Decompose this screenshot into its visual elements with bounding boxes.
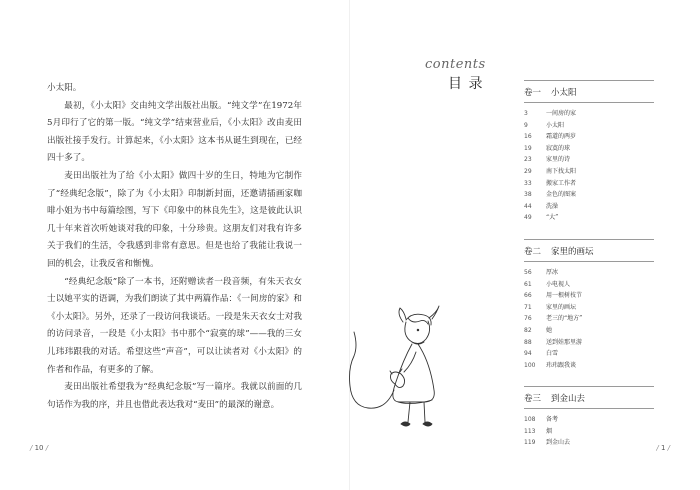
toc-page: 66 xyxy=(524,292,532,300)
toc-list xyxy=(524,108,654,224)
toc-page: 44 xyxy=(524,202,532,210)
hair-scribble xyxy=(406,314,431,325)
toc-page: 9 xyxy=(524,121,528,129)
toc-title: “大” xyxy=(546,214,559,222)
toc-title: 到金山去 xyxy=(546,439,571,447)
volume-name: 到金山去 xyxy=(551,394,586,405)
toc-entry[interactable] xyxy=(524,166,654,178)
shoe-left xyxy=(401,422,410,426)
volume-heading xyxy=(524,239,654,262)
toc-entry[interactable] xyxy=(524,143,654,155)
toc-entry[interactable] xyxy=(524,348,654,360)
toc-entry[interactable] xyxy=(524,189,654,201)
toc-list xyxy=(524,414,654,449)
toc-entry[interactable] xyxy=(524,360,654,372)
table-of-contents xyxy=(524,80,654,464)
toc-entry[interactable] xyxy=(524,201,654,213)
toc-entry[interactable] xyxy=(524,267,654,279)
toc-entry[interactable] xyxy=(524,120,654,132)
toc-entry[interactable] xyxy=(524,154,654,166)
volume-heading xyxy=(524,80,654,103)
toc-title: 洗澡 xyxy=(546,202,559,210)
toc-title: 家里的诗 xyxy=(546,156,571,164)
toc-page: 16 xyxy=(524,133,532,141)
head xyxy=(405,321,430,343)
toc-entry[interactable] xyxy=(524,437,654,449)
arm xyxy=(404,352,416,372)
page-number: 1 xyxy=(660,444,666,452)
toc-entry[interactable] xyxy=(524,131,654,143)
eye xyxy=(417,329,419,331)
volume-label: 卷一 xyxy=(524,88,542,98)
pigtail-right xyxy=(429,306,439,319)
toc-title: 搬家工作者 xyxy=(546,179,577,187)
toc-title: 厚冰 xyxy=(546,268,559,276)
toc-title: 小太阳 xyxy=(546,121,565,129)
toc-page: 94 xyxy=(524,350,532,358)
folio-slash: / xyxy=(30,444,33,452)
toc-page: 113 xyxy=(524,427,536,435)
toc-title: 备考 xyxy=(546,416,559,424)
toc-page: 33 xyxy=(524,179,532,187)
pigtail-left xyxy=(399,308,406,322)
toc-page: 56 xyxy=(524,268,532,276)
paragraph: 麦田出版社希望我为“经典纪念版”写一篇序。我就以前面的几句话作为我的序，并且也借此表达我对“麦田”的最深的谢意。 xyxy=(47,382,302,410)
toc-title: 南下找太阳 xyxy=(546,167,577,175)
folio-slash: / xyxy=(667,444,670,452)
toc-title: 家里的画坛 xyxy=(546,303,577,311)
paragraph: 最初，《小太阳》交由纯文学出版社出版。“纯文学”在1972年5月印行了它的第一版。“纯文学”结束营业后，《小太阳》改由麦田出版社接手发行。计算起来，《小太阳》这本书从诞生到现在，已经四十多了。 xyxy=(47,100,302,164)
page-number-right xyxy=(656,444,670,452)
folio-slash: / xyxy=(656,444,659,452)
legs xyxy=(408,402,425,422)
volume-name: 家里的画坛 xyxy=(551,246,594,257)
contents-script-title: contents xyxy=(425,57,486,72)
toc-entry[interactable] xyxy=(524,279,654,291)
toc-title: 小电视人 xyxy=(546,280,571,288)
toc-page: 119 xyxy=(524,439,536,447)
toc-page: 71 xyxy=(524,303,532,311)
toc-page: 82 xyxy=(524,326,532,334)
toc-page: 49 xyxy=(524,214,532,222)
toc-title: 金色的图案 xyxy=(546,191,577,199)
girl-with-toy-illustration xyxy=(340,300,500,450)
volume-heading xyxy=(524,386,654,409)
page-number-left xyxy=(30,444,48,452)
toc-page: 76 xyxy=(524,315,532,323)
toc-title: 送到娃那里游 xyxy=(546,338,583,346)
folio-slash: / xyxy=(45,444,49,452)
contents-title: 目 录 xyxy=(448,76,484,92)
toc-page: 3 xyxy=(524,110,528,117)
toc-title: 一间房的家 xyxy=(546,110,577,117)
volume-name: 小太阳 xyxy=(551,88,577,98)
paragraph: “经典纪念版”除了一本书，还附赠读者一段音频，有朱天衣女士以她平实的语调，为我们朗读了其中两篇作品：《一间房的家》和《小太阳》。另外，还录了一段访问我谈话。一段是朱天衣女士对我的访问录音，一段是《小太阳》书中那个“寂寞的球”——我的三女儿玮玮跟我的对话。希望这些“声音”，可以让读者对《小太阳》的作者和作品，有更多的了解。 xyxy=(47,276,302,375)
toc-list xyxy=(524,267,654,371)
toc-entry[interactable] xyxy=(524,414,654,426)
toc-entry[interactable] xyxy=(524,337,654,349)
toc-page: 19 xyxy=(524,144,532,152)
toc-page: 23 xyxy=(524,156,532,164)
toc-entry[interactable] xyxy=(524,426,654,438)
string xyxy=(350,332,395,408)
volume-label: 卷二 xyxy=(524,246,542,257)
toc-title: 寂寞的球 xyxy=(546,144,571,152)
volume-label: 卷三 xyxy=(524,394,542,405)
toc-entry[interactable] xyxy=(524,325,654,337)
body-text xyxy=(47,80,302,414)
toc-title: 老三的“地方” xyxy=(546,315,583,323)
toc-title: 霜道的两岁 xyxy=(546,133,577,141)
toc-title: 玮玮跟我谈 xyxy=(546,361,577,369)
toc-page: 88 xyxy=(524,338,532,346)
shoe-right xyxy=(423,422,432,426)
toc-page: 108 xyxy=(524,416,536,424)
toc-page: 100 xyxy=(524,361,536,369)
toc-entry[interactable] xyxy=(524,313,654,325)
toc-entry[interactable] xyxy=(524,108,654,120)
toc-page: 61 xyxy=(524,280,532,288)
toc-title: 烟 xyxy=(546,427,553,435)
toc-title: 用一根树枝节 xyxy=(546,292,583,300)
toc-entry[interactable] xyxy=(524,212,654,224)
page-number: 10 xyxy=(34,444,44,452)
toc-page: 38 xyxy=(524,191,532,199)
toc-page: 29 xyxy=(524,167,532,175)
toc-title: 白雪 xyxy=(546,350,559,358)
toc-entry[interactable] xyxy=(524,302,654,314)
toc-entry[interactable] xyxy=(524,178,654,190)
paragraph: 麦田出版社为了给《小太阳》做四十岁的生日，特地为它制作了“经典纪念版”，除了为《小太阳》印制新封面，还邀请插画家咖啡小姐为书中每篇绘图，写下《印象中的林良先生》，这是彼此认识几十年来首次听她谈对我的印象，十分珍贵。这朋友们对我有许多关于我们的生活，令我感到非常有意思。但是也给了我能让我说一回的机会，让我反省和惭愧。 xyxy=(47,170,302,269)
paragraph: 小太阳。 xyxy=(47,83,82,93)
toc-entry[interactable] xyxy=(524,290,654,302)
toc-title: 她 xyxy=(546,326,553,334)
